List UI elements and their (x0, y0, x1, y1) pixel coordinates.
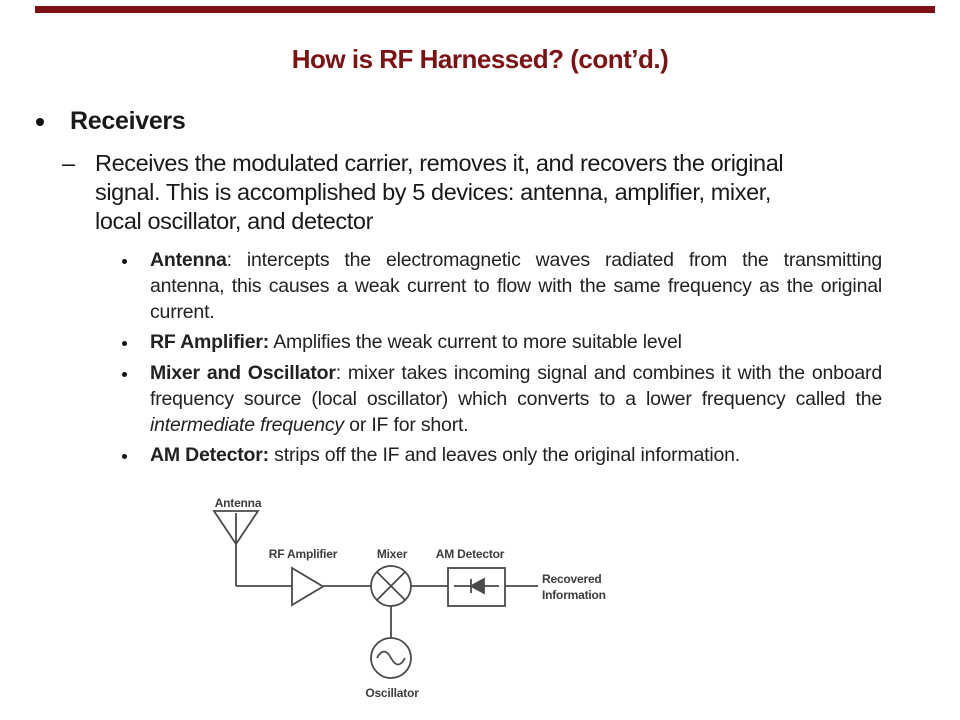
sub-bullet-mixer-oscillator-text: Mixer and Oscillator: mixer takes incoming signal and combines it with the onboard frequency source (local oscillator) which converts to a lower frequency called the intermediate frequency or IF for short. (150, 362, 882, 436)
diagram-label-antenna: Antenna (214, 496, 262, 510)
sub-bullet-am-detector-text: AM Detector: strips off the IF and leaves only the original information. (150, 444, 741, 466)
diagram-label-rf-amplifier: RF Amplifier (268, 547, 338, 561)
diagram-label-recovered-1: Recovered (542, 572, 602, 586)
diode-arrow-icon (471, 579, 484, 593)
dash-line-2: signal. This is accomplished by 5 devices: antenna, amplifier, mixer, (95, 179, 772, 205)
sub-bullet-rf-amplifier-text: RF Amplifier: Amplifies the weak current to more suitable level (150, 331, 682, 353)
diagram-label-am-detector: AM Detector (435, 547, 505, 561)
diagram-label-mixer: Mixer (376, 547, 408, 561)
bullet-receivers-label: Receivers (70, 107, 186, 135)
dash-line-3: local oscillator, and detector (95, 208, 373, 234)
dash-line-1: Receives the modulated carrier, removes it, and recovers the original (95, 150, 784, 176)
page-title: How is RF Harnessed? (cont’d.) (291, 44, 669, 74)
dash-bullet-icon: – (62, 150, 75, 176)
sub-bullet-antenna-text: Antenna: intercepts the electromagnetic waves radiated from the transmitting antenna, this causes a weak current to flow with the same frequency as the original current. (150, 249, 882, 323)
diagram-label-recovered-2: Information (542, 588, 606, 602)
diagram-label-oscillator: Oscillator (365, 686, 419, 700)
rf-amplifier-symbol-icon (292, 568, 323, 605)
oscillator-sine-icon (377, 652, 405, 665)
